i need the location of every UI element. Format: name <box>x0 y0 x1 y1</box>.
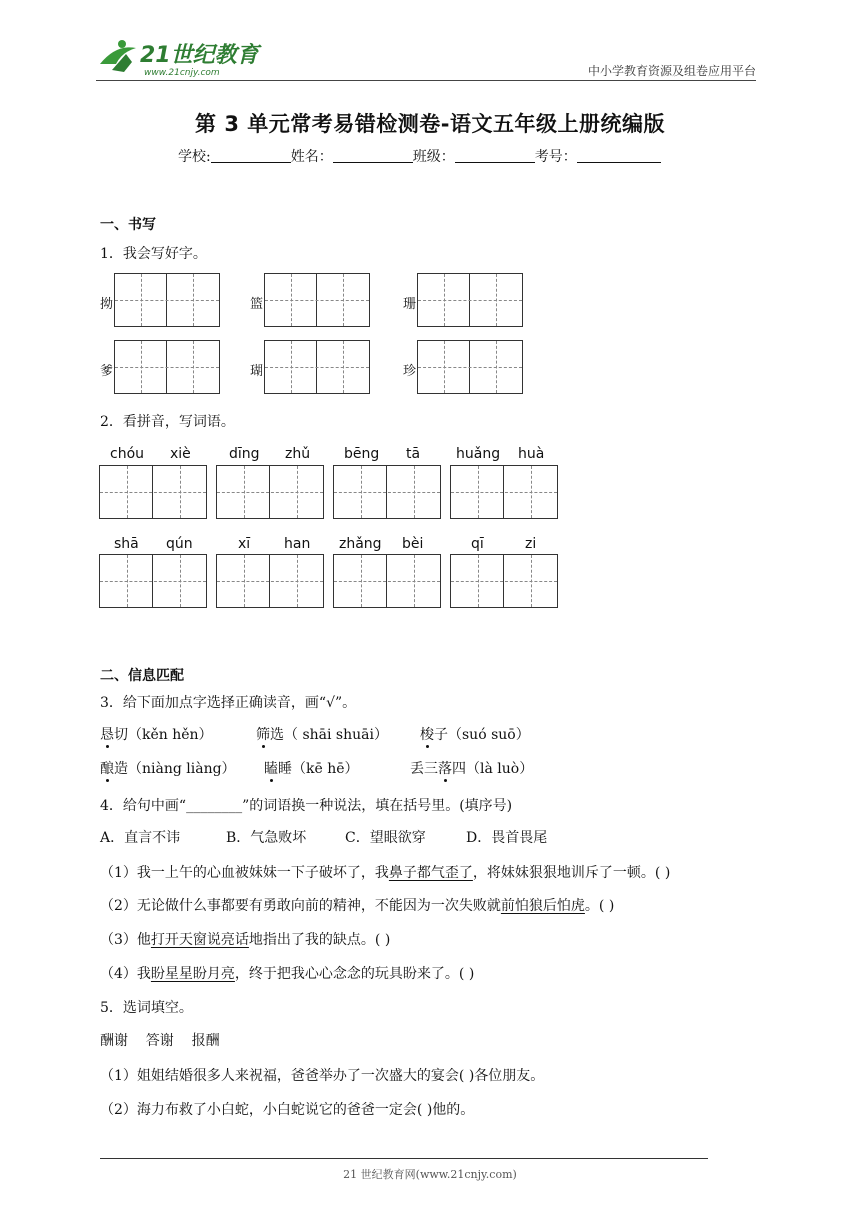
question-4: 4．给句中画“________”的词语换一种说法，填在括号里。(填序号) <box>100 798 513 814</box>
writing-grid[interactable] <box>216 465 324 519</box>
writing-grid[interactable] <box>264 273 370 327</box>
class-blank <box>455 148 535 163</box>
pinyin: qī <box>471 536 484 552</box>
writing-grid[interactable] <box>99 554 207 608</box>
footer-text: 21 世纪教育网(www.21cnjy.com) <box>343 1168 517 1181</box>
name-blank <box>333 148 413 163</box>
pinyin: dīng <box>229 446 260 462</box>
school-blank <box>211 148 291 163</box>
logo-title: 21世纪教育 <box>140 43 259 68</box>
student-info-line <box>178 146 661 166</box>
writing-grid[interactable] <box>99 465 207 519</box>
char-label: 珊 <box>403 297 417 312</box>
pinyin: zhǔ <box>285 446 311 462</box>
char-label: 珍 <box>403 364 417 379</box>
pinyin: bèi <box>402 536 424 552</box>
reading-choice[interactable]: 酿造（niàng liàng） <box>100 758 236 778</box>
school-label: 学校: <box>178 149 211 165</box>
pinyin: huǎng <box>456 446 501 462</box>
word-bank: 酬谢 答谢 报酬 <box>100 1033 220 1049</box>
pinyin: shā <box>114 536 139 552</box>
logo-url: www.21cnjy.com <box>144 68 220 78</box>
pinyin: zi <box>525 536 537 552</box>
class-label: 班级： <box>412 149 455 165</box>
writing-grid[interactable] <box>264 340 370 394</box>
pinyin: huà <box>518 446 545 462</box>
pinyin: han <box>284 536 311 552</box>
exam-no-label: 考号： <box>534 149 577 165</box>
char-label: 瑚 <box>250 364 264 379</box>
pinyin: xiè <box>170 446 191 462</box>
writing-grid[interactable] <box>216 554 324 608</box>
char-label: 爹 <box>100 364 114 379</box>
section-1-title: 一、书写 <box>100 217 156 233</box>
pinyin: tā <box>406 446 421 462</box>
question-3: 3．给下面加点字选择正确读音，画“√”。 <box>100 695 357 711</box>
char-label: 拗 <box>100 297 114 312</box>
writing-grid[interactable] <box>417 340 523 394</box>
reading-choice[interactable]: 梭子（suó suō） <box>420 724 530 744</box>
question-1: 1．我会写好字。 <box>100 246 207 262</box>
page-title: 第 3 单元常考易错检测卷-语文五年级上册统编版 <box>195 112 665 136</box>
pinyin: xī <box>238 536 251 552</box>
q4-item[interactable]: （2）无论做什么事都要有勇敢向前的精神，不能因为一次失败就前怕狼后怕虎。( ) <box>100 898 615 914</box>
pinyin: bēng <box>344 446 380 462</box>
platform-name: 中小学教育资源及组卷应用平台 <box>587 64 756 78</box>
q4-item[interactable]: （4）我盼星星盼月亮，终于把我心心念念的玩具盼来了。( ) <box>100 966 475 982</box>
option-b: B．气急败坏 <box>226 830 307 846</box>
question-5: 5．选词填空。 <box>100 1000 193 1016</box>
writing-grid[interactable] <box>114 273 220 327</box>
logo <box>96 34 266 80</box>
section-2-title: 二、信息匹配 <box>100 668 184 684</box>
option-c: C．望眼欲穿 <box>345 830 426 846</box>
pinyin: qún <box>166 536 193 552</box>
reading-choice[interactable]: 瞌睡（kē hē） <box>264 758 359 778</box>
footer-divider <box>100 1158 708 1159</box>
pinyin: chóu <box>110 446 145 462</box>
writing-grid[interactable] <box>417 273 523 327</box>
q5-item[interactable]: （2）海力布救了小白蛇，小白蛇说它的爸爸一定会( )他的。 <box>100 1102 475 1118</box>
question-2: 2．看拼音，写词语。 <box>100 414 235 430</box>
header-divider <box>96 80 756 81</box>
option-d: D．畏首畏尾 <box>466 830 548 846</box>
pinyin: zhǎng <box>339 536 382 552</box>
writing-grid[interactable] <box>333 554 441 608</box>
char-label: 篮 <box>250 297 264 312</box>
name-label: 姓名： <box>290 149 333 165</box>
q4-item[interactable]: （3）他打开天窗说亮话地指出了我的缺点。( ) <box>100 932 391 948</box>
reading-choice[interactable]: 恳切（kěn hěn） <box>100 724 213 744</box>
option-a: A．直言不讳 <box>100 830 181 846</box>
reading-choice[interactable]: 丢三落四（là luò） <box>410 758 533 778</box>
writing-grid[interactable] <box>333 465 441 519</box>
q5-item[interactable]: （1）姐姐结婚很多人来祝福，爸爸举办了一次盛大的宴会( )各位朋友。 <box>100 1068 545 1084</box>
writing-grid[interactable] <box>114 340 220 394</box>
q4-item[interactable]: （1）我一上午的心血被妹妹一下子破坏了，我鼻子都气歪了，将妹妹狠狠地训斥了一顿。( ) <box>100 865 671 881</box>
writing-grid[interactable] <box>450 465 558 519</box>
reading-choice[interactable]: 筛选（ shāi shuāi） <box>256 724 388 744</box>
writing-grid[interactable] <box>450 554 558 608</box>
exam-no-blank <box>577 148 661 163</box>
